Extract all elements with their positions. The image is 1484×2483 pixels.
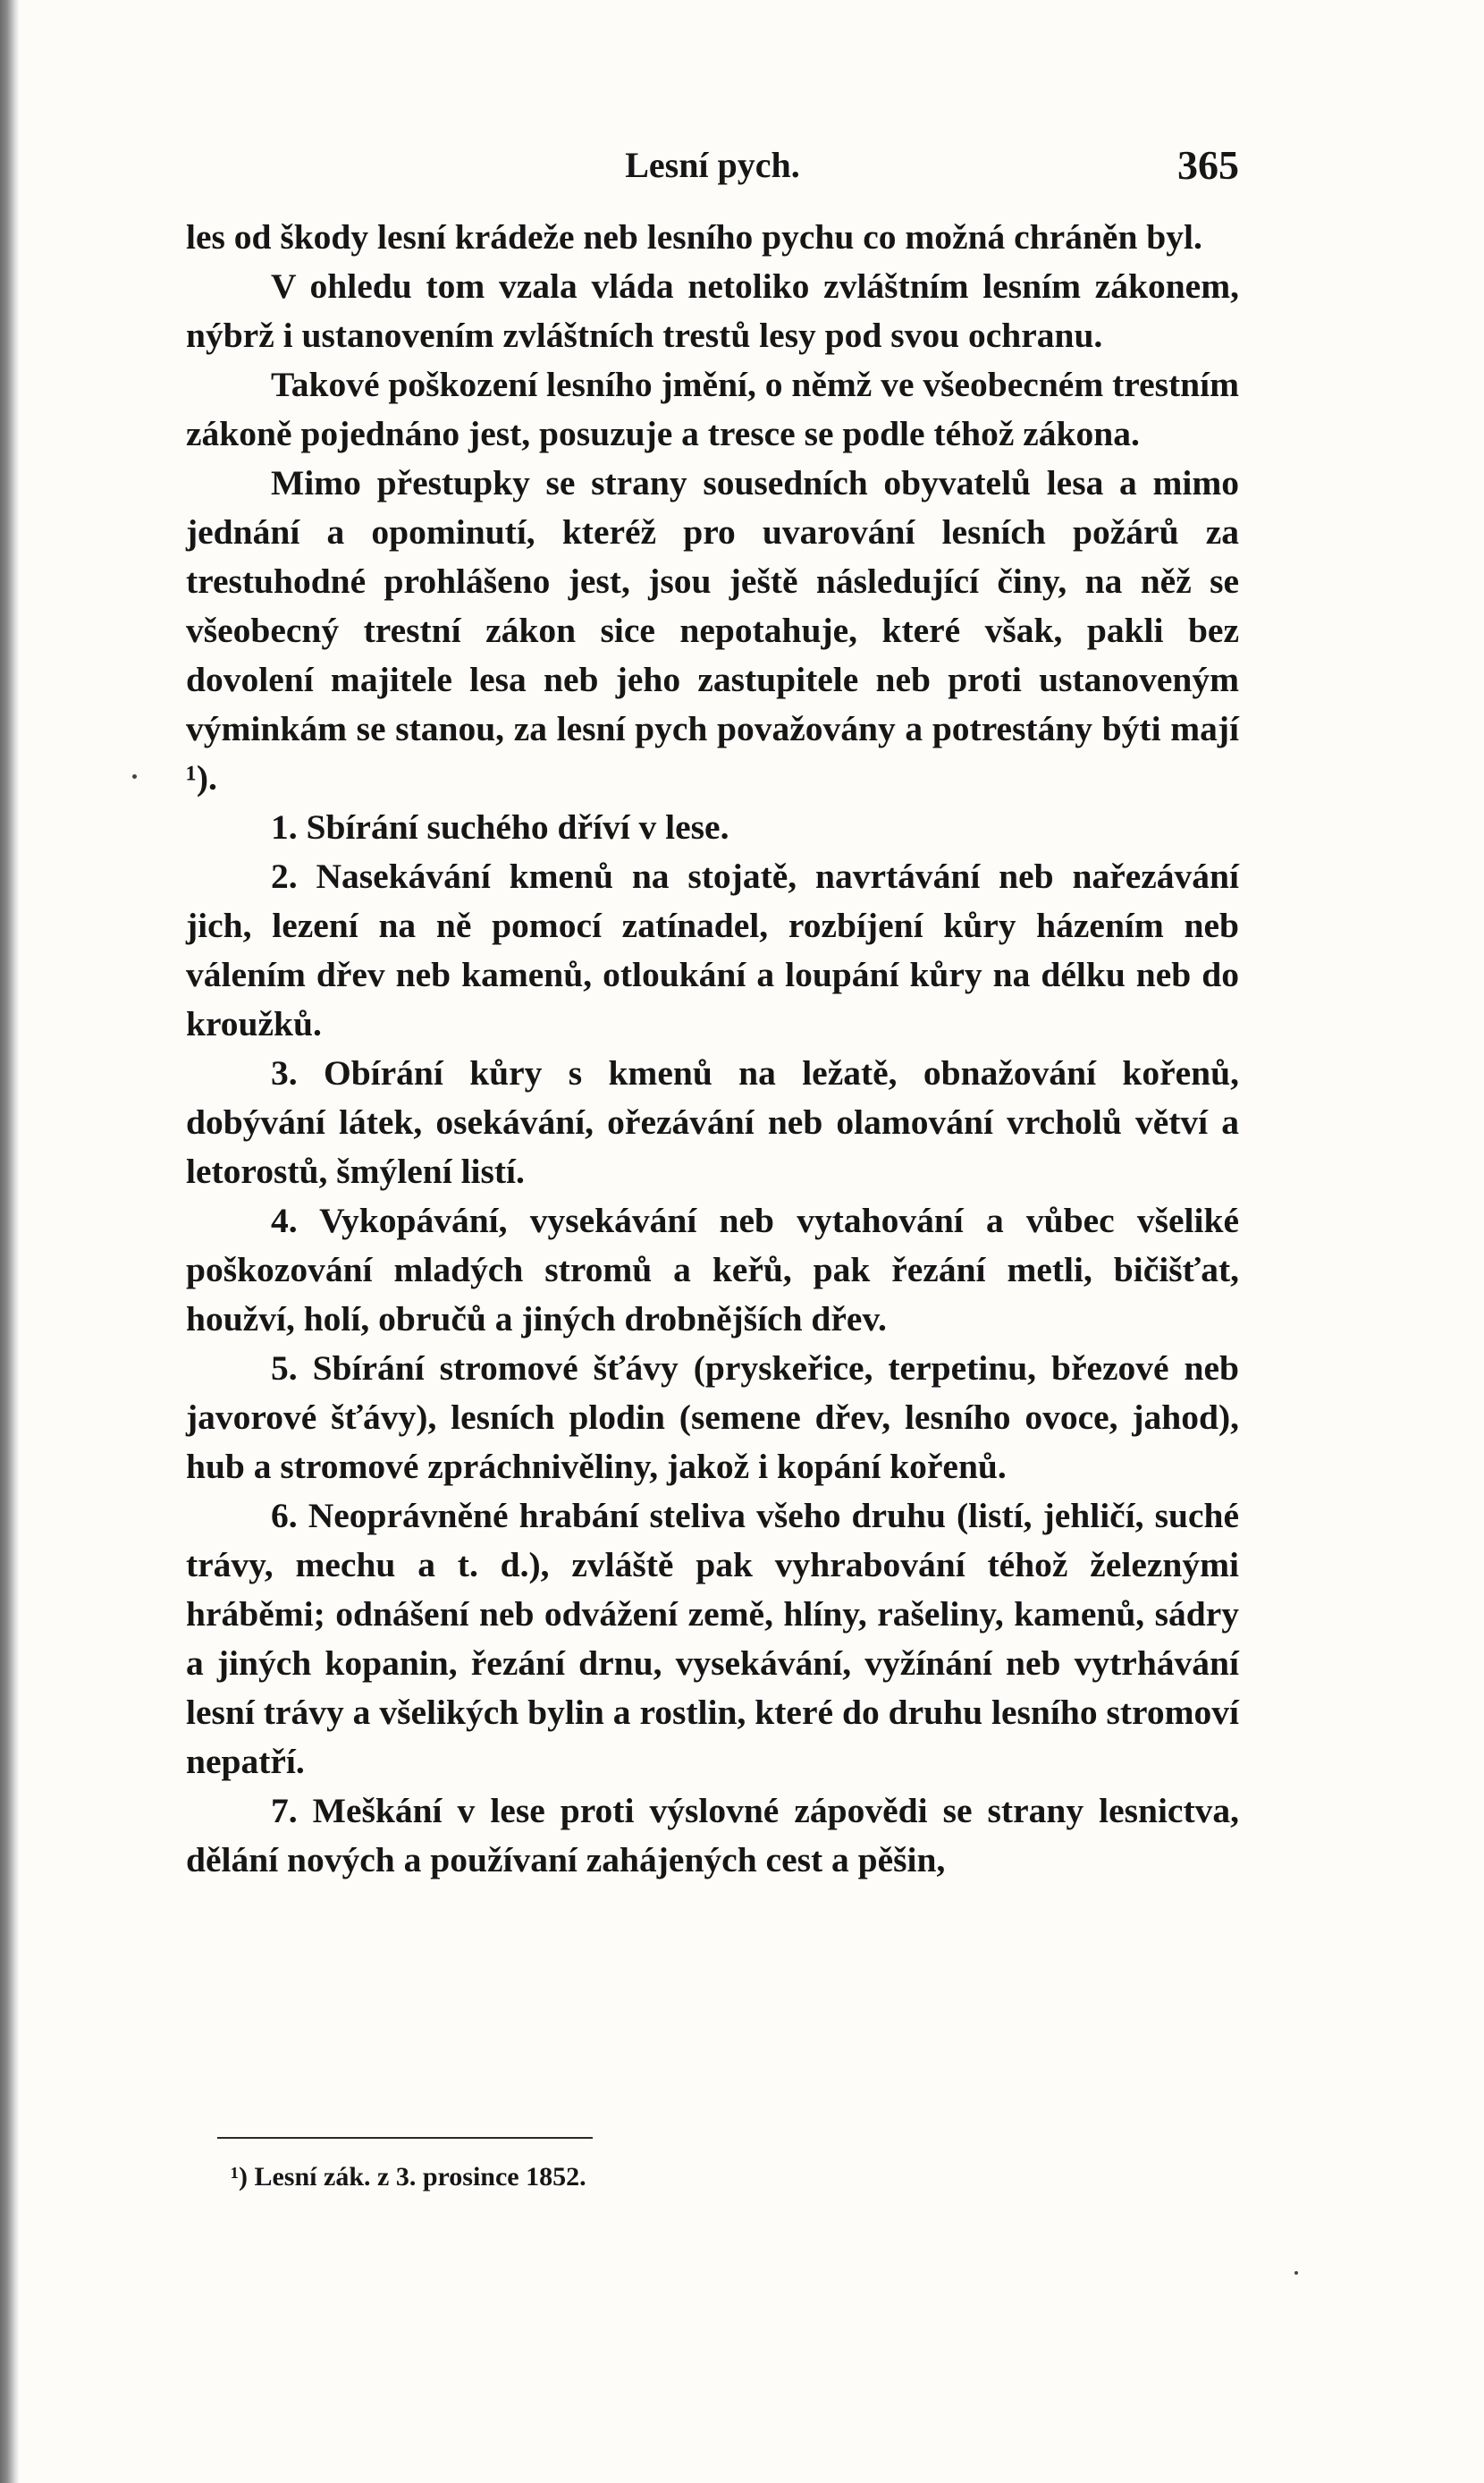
running-title: Lesní pych. (625, 145, 800, 185)
list-item: 2. Nasekávání kmenů na stojatě, navrtávání neb nařezávání jich, lezení na ně pomocí zatínadel, rozbíjení kůry házením neb válením dřev neb kamenů, otloukání a loupání kůry na délku neb do kroužků. (186, 857, 1239, 1043)
list-item: 4. Vykopávání, vysekávání neb vytahování a vůbec všeliké poškozování mladých stromů a keřů, pak řezání metli, bičišťat, houžví, holí, obručů a jiných drobnějších dřev. (186, 1201, 1239, 1339)
page-number: 365 (1177, 142, 1239, 188)
footnote: ¹) Lesní zák. z 3. prosince 1852. (231, 2162, 586, 2192)
paragraph-continuation: les od škody lesní krádeže neb lesního pychu co možná chráněn byl. (186, 217, 1202, 257)
paragraph: Mimo přestupky se strany sousedních obyvatelů lesa a mimo jednání a opominutí, kteréž pro uvarování lesních požárů za trestuhodné prohlášeno jest, jsou ještě následující činy, na něž se všeobecný trestní zákon sice nepotahuje, které však, pakli bez dovolení majitele lesa neb jeho zastupitele neb proti ustanoveným výminkám se stanou, za lesní pych považovány a potrestány býti mají ¹). (186, 463, 1239, 798)
list-item: 7. Meškání v lese proti výslovné zápovědi se strany lesnictva, dělání nových a používaní zahájených cest a pěšin, (186, 1791, 1239, 1879)
page-header (186, 134, 1239, 197)
paragraph: Takové poškození lesního jmění, o němž ve všeobecném trestním zákoně pojednáno jest, posuzuje a tresce se podle téhož zákona. (186, 365, 1239, 453)
footnote-divider (217, 2137, 593, 2139)
list-item: 3. Obírání kůry s kmenů na ležatě, obnažování kořenů, dobývání látek, osekávání, ořezávání neb olamování vrcholů větví a letorostů, šmýlení listí. (186, 1053, 1239, 1191)
list-item: 1. Sbírání suchého dříví v lese. (271, 807, 729, 847)
list-item: 5. Sbírání stromové šťávy (pryskeřice, terpetinu, březové neb javorové šťávy), lesních plodin (semene dřev, lesního ovoce, jahod), hub a stromové zpráchnivěliny, jakož i kopání kořenů. (186, 1348, 1239, 1486)
list-item: 6. Neoprávněné hrabání steliva všeho druhu (listí, jehličí, suché trávy, mechu a t. d.), zvláště pak vyhrabování téhož železnými hráběmi; odnášení neb odvážení země, hlíny, rašeliny, kamenů, sádry a jiných kopanin, řezání drnu, vysekávání, vyžínání neb vytrhávání lesní trávy a všelikých bylin a rostlin, které do druhu lesního stromoví nepatří. (186, 1496, 1239, 1781)
body-text (186, 213, 1239, 1885)
ink-speck (1294, 2271, 1298, 2275)
page-gutter-shadow (0, 0, 20, 2483)
paragraph: V ohledu tom vzala vláda netoliko zvláštním lesním zákonem, nýbrž i ustanovením zvláštních trestů lesy pod svou ochranu. (186, 266, 1239, 355)
book-page (186, 0, 1239, 2483)
ink-speck (132, 774, 137, 779)
